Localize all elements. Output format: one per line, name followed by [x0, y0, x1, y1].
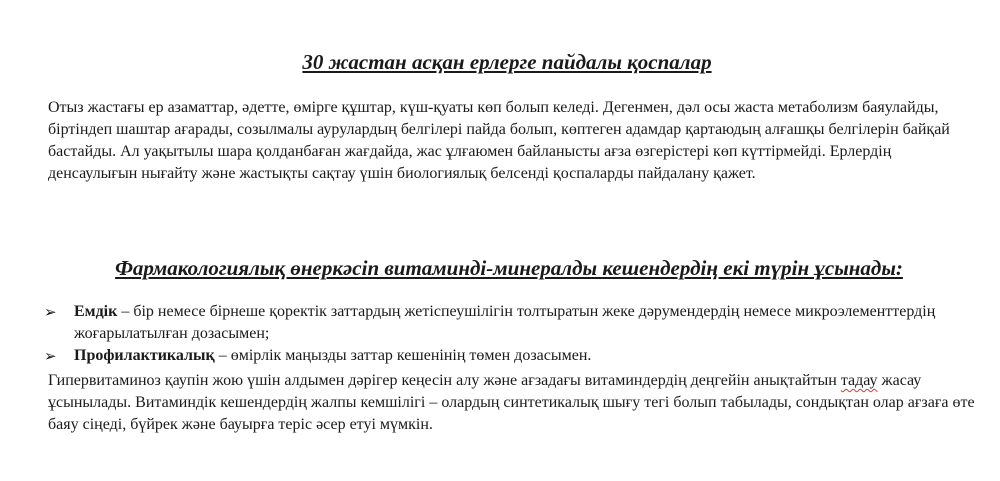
closing-text-part2: жасау ұсынылады. Витаминдік кешендердің жалпы кемшілігі – олардың синтетикалық шығу тегі болып табылады, сондықтан олар ағзаға өте баяу сіңеді, бүйрек және бауырға теріс әсер етуі мүмкін. [48, 372, 975, 433]
list-item-preventive [44, 345, 944, 367]
document-title: 30 жастан асқан ерлерге пайдалы қоспалар [302, 50, 712, 74]
closing-paragraph [48, 370, 978, 436]
definition-therapeutic: – бір немесе бірнеше қоректік заттардың жетіспеушілігін толтыратын жеке дәрумендердің немесе микроэлементтердің жоғарылатылған дозасымен; [74, 303, 936, 342]
supplement-types-list [44, 301, 944, 367]
section-subheading: Фармакологиялық өнеркәсіп витаминді-минералды кешендердің екі түрін ұсынады: [115, 256, 903, 280]
list-item-therapeutic [44, 301, 944, 345]
term-preventive: Профилактикалық [74, 347, 215, 364]
intro-paragraph: Отыз жастағы ер азаматтар, әдетте, өмірге құштар, күш-қуаты көп болып келеді. Дегенмен, дәл осы жаста метаболизм баяулайды, біртіндеп шаштар ағарады, созылмалы аурулардың белгілері пайда болып, көптеген адамдар қартаюдың алғашқы белгілерін байқай бастайды. Ал уақытылы шара қолданбаған жағдайда, жас ұлғаюмен байланысты ағза өзгерістері көп күттірмейді. Ерлердің денсаулығын нығайту және жастықты сақтау үшін биологиялық белсенді қоспаларды пайдалану қажет. [48, 99, 950, 182]
closing-text-part1: Гипервитаминоз қаупін жою үшін алдымен дәрігер кеңесін алу және ағзадағы витаминдердің деңгейін анықтайтын [48, 372, 841, 389]
arrow-bullet-icon: ➢ [44, 347, 57, 365]
term-therapeutic: Емдік [74, 303, 118, 320]
misspelled-word: тадау [840, 372, 878, 389]
arrow-bullet-icon: ➢ [44, 303, 57, 321]
definition-preventive: – өмірлік маңызды заттар кешенінің төмен дозасымен. [214, 347, 592, 364]
